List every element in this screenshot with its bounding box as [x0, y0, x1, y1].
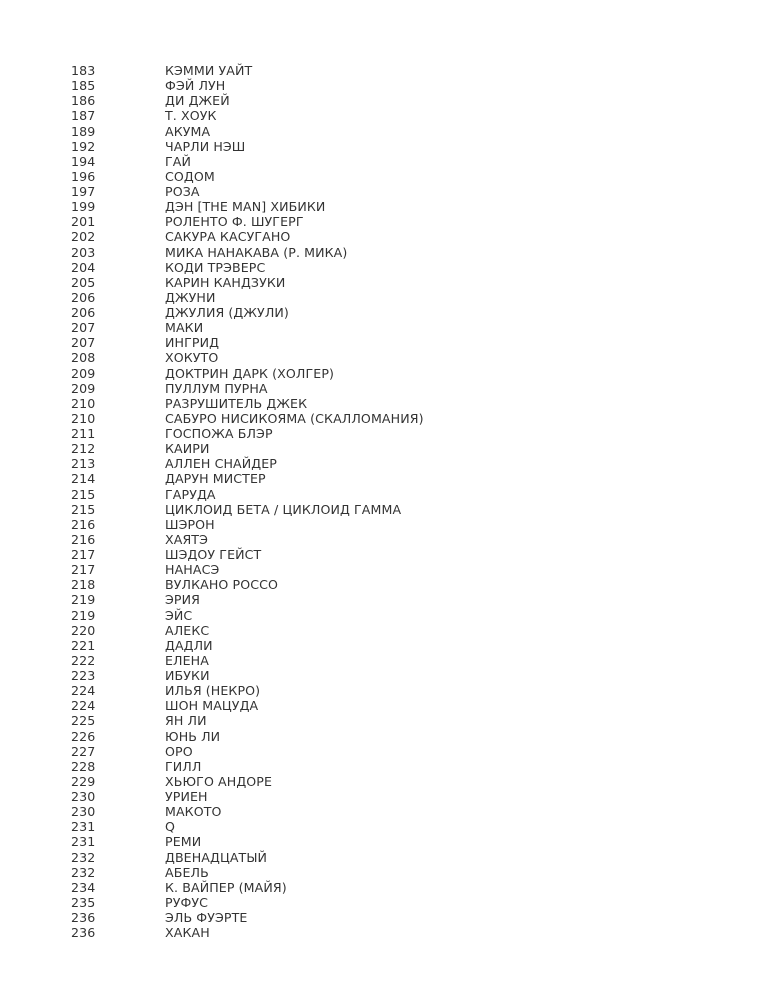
list-item	[66, 683, 726, 698]
character-name: СОДОМ	[165, 168, 215, 184]
page-number: 230	[71, 789, 96, 804]
character-name: ЭЛЬ ФУЭРТЕ	[165, 910, 248, 925]
character-name: ХАЯТЭ	[165, 531, 208, 547]
character-name: ЭРИЯ	[165, 592, 200, 608]
page-number: 232	[71, 864, 96, 880]
page-number: 232	[71, 849, 96, 865]
character-name: РАЗРУШИТЕЛЬ ДЖЕК	[165, 395, 308, 411]
page-number: 214	[71, 471, 96, 487]
list-item	[66, 290, 726, 305]
page-number: 216	[71, 516, 96, 532]
character-name: ИЛЬЯ (НЕКРО)	[165, 683, 261, 699]
character-name: ХЬЮГО АНДОРЕ	[165, 773, 273, 789]
list-item	[66, 366, 726, 381]
character-name: ШЭРОН	[165, 516, 215, 532]
character-name: ДАДЛИ	[165, 637, 213, 653]
page-number: 223	[71, 668, 96, 683]
character-name: ИНГРИД	[165, 335, 220, 351]
character-name: Q	[165, 819, 176, 835]
page-number: 215	[71, 501, 96, 517]
character-name: МИКА НАНАКАВА (Р. МИКА)	[165, 244, 348, 260]
list-item	[66, 441, 726, 456]
character-name: ЕЛЕНА	[165, 652, 209, 668]
page-number: 185	[71, 78, 96, 94]
character-name: ШОН МАЦУДА	[165, 698, 259, 714]
character-name: КОДИ ТРЭВЕРС	[165, 259, 266, 275]
list-item	[66, 668, 726, 683]
page-number: 229	[71, 773, 96, 789]
character-name: КЭММИ УАЙТ	[165, 63, 253, 78]
list-item	[66, 471, 726, 486]
character-name: ГАРУДА	[165, 486, 216, 502]
list-item	[66, 199, 726, 214]
list-item	[66, 532, 726, 547]
list-item	[66, 562, 726, 577]
character-name: ЭЙС	[165, 607, 193, 623]
page-number: 213	[71, 456, 96, 472]
page-number: 209	[71, 380, 96, 396]
character-name: ЮНЬ ЛИ	[165, 728, 221, 744]
character-name: ХОКУТО	[165, 350, 219, 366]
character-name: КАИРИ	[165, 441, 210, 457]
character-name: Т. ХОУК	[165, 108, 217, 124]
character-name: РОЗА	[165, 184, 200, 199]
page-number: 215	[71, 486, 96, 502]
character-name: ДЖУЛИЯ (ДЖУЛИ)	[165, 305, 289, 320]
character-name: ДЖУНИ	[165, 289, 216, 305]
list-item	[66, 698, 726, 713]
page-number: 189	[71, 123, 96, 139]
list-item	[66, 608, 726, 623]
list-item	[66, 744, 726, 759]
page-number: 236	[71, 910, 96, 925]
character-name: ФЭЙ ЛУН	[165, 78, 226, 94]
character-name: КАРИН КАНДЗУКИ	[165, 274, 286, 290]
list-item	[66, 804, 726, 819]
page-number: 206	[71, 289, 96, 305]
list-item	[66, 774, 726, 789]
character-name: НАНАСЭ	[165, 562, 220, 578]
character-name: САКУРА КАСУГАНО	[165, 229, 291, 245]
character-name: РЕМИ	[165, 834, 202, 850]
page-number: 221	[71, 637, 96, 653]
list-item	[66, 335, 726, 350]
list-item	[66, 577, 726, 592]
list-item	[66, 108, 726, 123]
character-name: АКУМА	[165, 123, 211, 139]
character-name: РОЛЕНТО Ф. ШУГЕРГ	[165, 214, 304, 230]
list-item	[66, 759, 726, 774]
page-number: 212	[71, 441, 96, 457]
page-number: 224	[71, 683, 96, 699]
page-number: 208	[71, 350, 96, 366]
list-item	[66, 623, 726, 638]
character-name: МАКОТО	[165, 804, 222, 820]
list-item	[66, 245, 726, 260]
page-number: 219	[71, 592, 96, 608]
page-number: 210	[71, 395, 96, 411]
list-item	[66, 547, 726, 562]
character-name: К. ВАЙПЕР (МАЙЯ)	[165, 879, 287, 895]
list-item	[66, 517, 726, 532]
list-item	[66, 895, 726, 910]
list-item	[66, 502, 726, 517]
list-item	[66, 653, 726, 668]
list-item	[66, 381, 726, 396]
page-number: 225	[71, 713, 96, 729]
page-number: 207	[71, 335, 96, 351]
list-item	[66, 214, 726, 229]
page-number: 196	[71, 168, 96, 184]
page-number: 210	[71, 410, 96, 426]
list-item	[66, 592, 726, 607]
page-number: 231	[71, 819, 96, 835]
list-item	[66, 729, 726, 744]
character-name: ЯН ЛИ	[165, 713, 207, 729]
character-name: ГИЛЛ	[165, 758, 202, 774]
character-name: ГАЙ	[165, 153, 192, 169]
character-name: ЧАРЛИ НЭШ	[165, 138, 246, 154]
list-item	[66, 350, 726, 365]
list-item	[66, 184, 726, 199]
page-number: 205	[71, 274, 96, 290]
list-item	[66, 487, 726, 502]
list-item	[66, 305, 726, 320]
page-number: 217	[71, 547, 96, 562]
character-name: САБУРО НИСИКОЯМА (СКАЛЛОМАНИЯ)	[165, 410, 424, 426]
list-item	[66, 260, 726, 275]
page-number: 194	[71, 153, 96, 169]
page-number: 217	[71, 562, 96, 578]
list-item	[66, 320, 726, 335]
page-number: 236	[71, 925, 96, 941]
page-number: 216	[71, 531, 96, 547]
character-name: ЦИКЛОИД БЕТА / ЦИКЛОИД ГАММА	[165, 501, 402, 517]
character-name: ДАРУН МИСТЕР	[165, 471, 266, 487]
page-number: 199	[71, 199, 96, 215]
list-item	[66, 78, 726, 93]
character-name: ДВЕНАДЦАТЫЙ	[165, 849, 268, 865]
page-number: 203	[71, 244, 96, 260]
list-item	[66, 229, 726, 244]
list-item	[66, 880, 726, 895]
page-number: 224	[71, 698, 96, 714]
page-number: 219	[71, 607, 96, 623]
character-name: УРИЕН	[165, 789, 208, 804]
page-number: 183	[71, 63, 96, 78]
character-name: ОРО	[165, 743, 193, 759]
page-number: 235	[71, 894, 96, 910]
page-number: 209	[71, 365, 96, 381]
character-name: ДИ ДЖЕЙ	[165, 93, 230, 109]
list-item	[66, 850, 726, 865]
character-name: МАКИ	[165, 320, 204, 336]
index-list	[66, 63, 726, 940]
character-name: ПУЛЛУМ ПУРНА	[165, 380, 268, 396]
list-item	[66, 789, 726, 804]
list-item	[66, 275, 726, 290]
page-number: 222	[71, 652, 96, 668]
page-number: 207	[71, 320, 96, 336]
character-name: РУФУС	[165, 894, 209, 910]
character-name: ВУЛКАНО РОССО	[165, 577, 279, 593]
page-number: 231	[71, 834, 96, 850]
list-item	[66, 834, 726, 849]
page-number: 218	[71, 577, 96, 593]
character-name: ДОКТРИН ДАРК (ХОЛГЕР)	[165, 365, 335, 381]
page-number: 204	[71, 259, 96, 275]
list-item	[66, 154, 726, 169]
page-number: 226	[71, 728, 96, 744]
page-number: 228	[71, 758, 96, 774]
page-number: 186	[71, 93, 96, 109]
character-name: АЛЕКС	[165, 622, 210, 638]
page-number: 192	[71, 138, 96, 154]
character-name: ШЭДОУ ГЕЙСТ	[165, 547, 262, 562]
list-item	[66, 93, 726, 108]
page-number: 206	[71, 305, 96, 320]
list-item	[66, 426, 726, 441]
list-item	[66, 411, 726, 426]
list-item	[66, 638, 726, 653]
list-item	[66, 169, 726, 184]
page-number: 197	[71, 184, 96, 199]
page-number: 227	[71, 743, 96, 759]
page-number: 230	[71, 804, 96, 820]
page-number: 220	[71, 622, 96, 638]
character-name: ДЭН [THE MAN] ХИБИКИ	[165, 199, 326, 215]
list-item	[66, 124, 726, 139]
page-number: 211	[71, 426, 96, 441]
list-item	[66, 396, 726, 411]
list-item	[66, 865, 726, 880]
list-item	[66, 456, 726, 471]
list-item	[66, 925, 726, 940]
character-name: АБЕЛЬ	[165, 864, 209, 880]
list-item	[66, 139, 726, 154]
page-number: 202	[71, 229, 96, 245]
character-name: ИБУКИ	[165, 668, 210, 683]
list-item	[66, 713, 726, 728]
list-item	[66, 819, 726, 834]
character-name: АЛЛЕН СНАЙДЕР	[165, 456, 277, 472]
character-name: ГОСПОЖА БЛЭР	[165, 426, 273, 441]
list-item	[66, 910, 726, 925]
page-number: 234	[71, 879, 96, 895]
page-number: 187	[71, 108, 96, 124]
character-name: ХАКАН	[165, 925, 210, 941]
list-item	[66, 63, 726, 78]
page-number: 201	[71, 214, 96, 230]
